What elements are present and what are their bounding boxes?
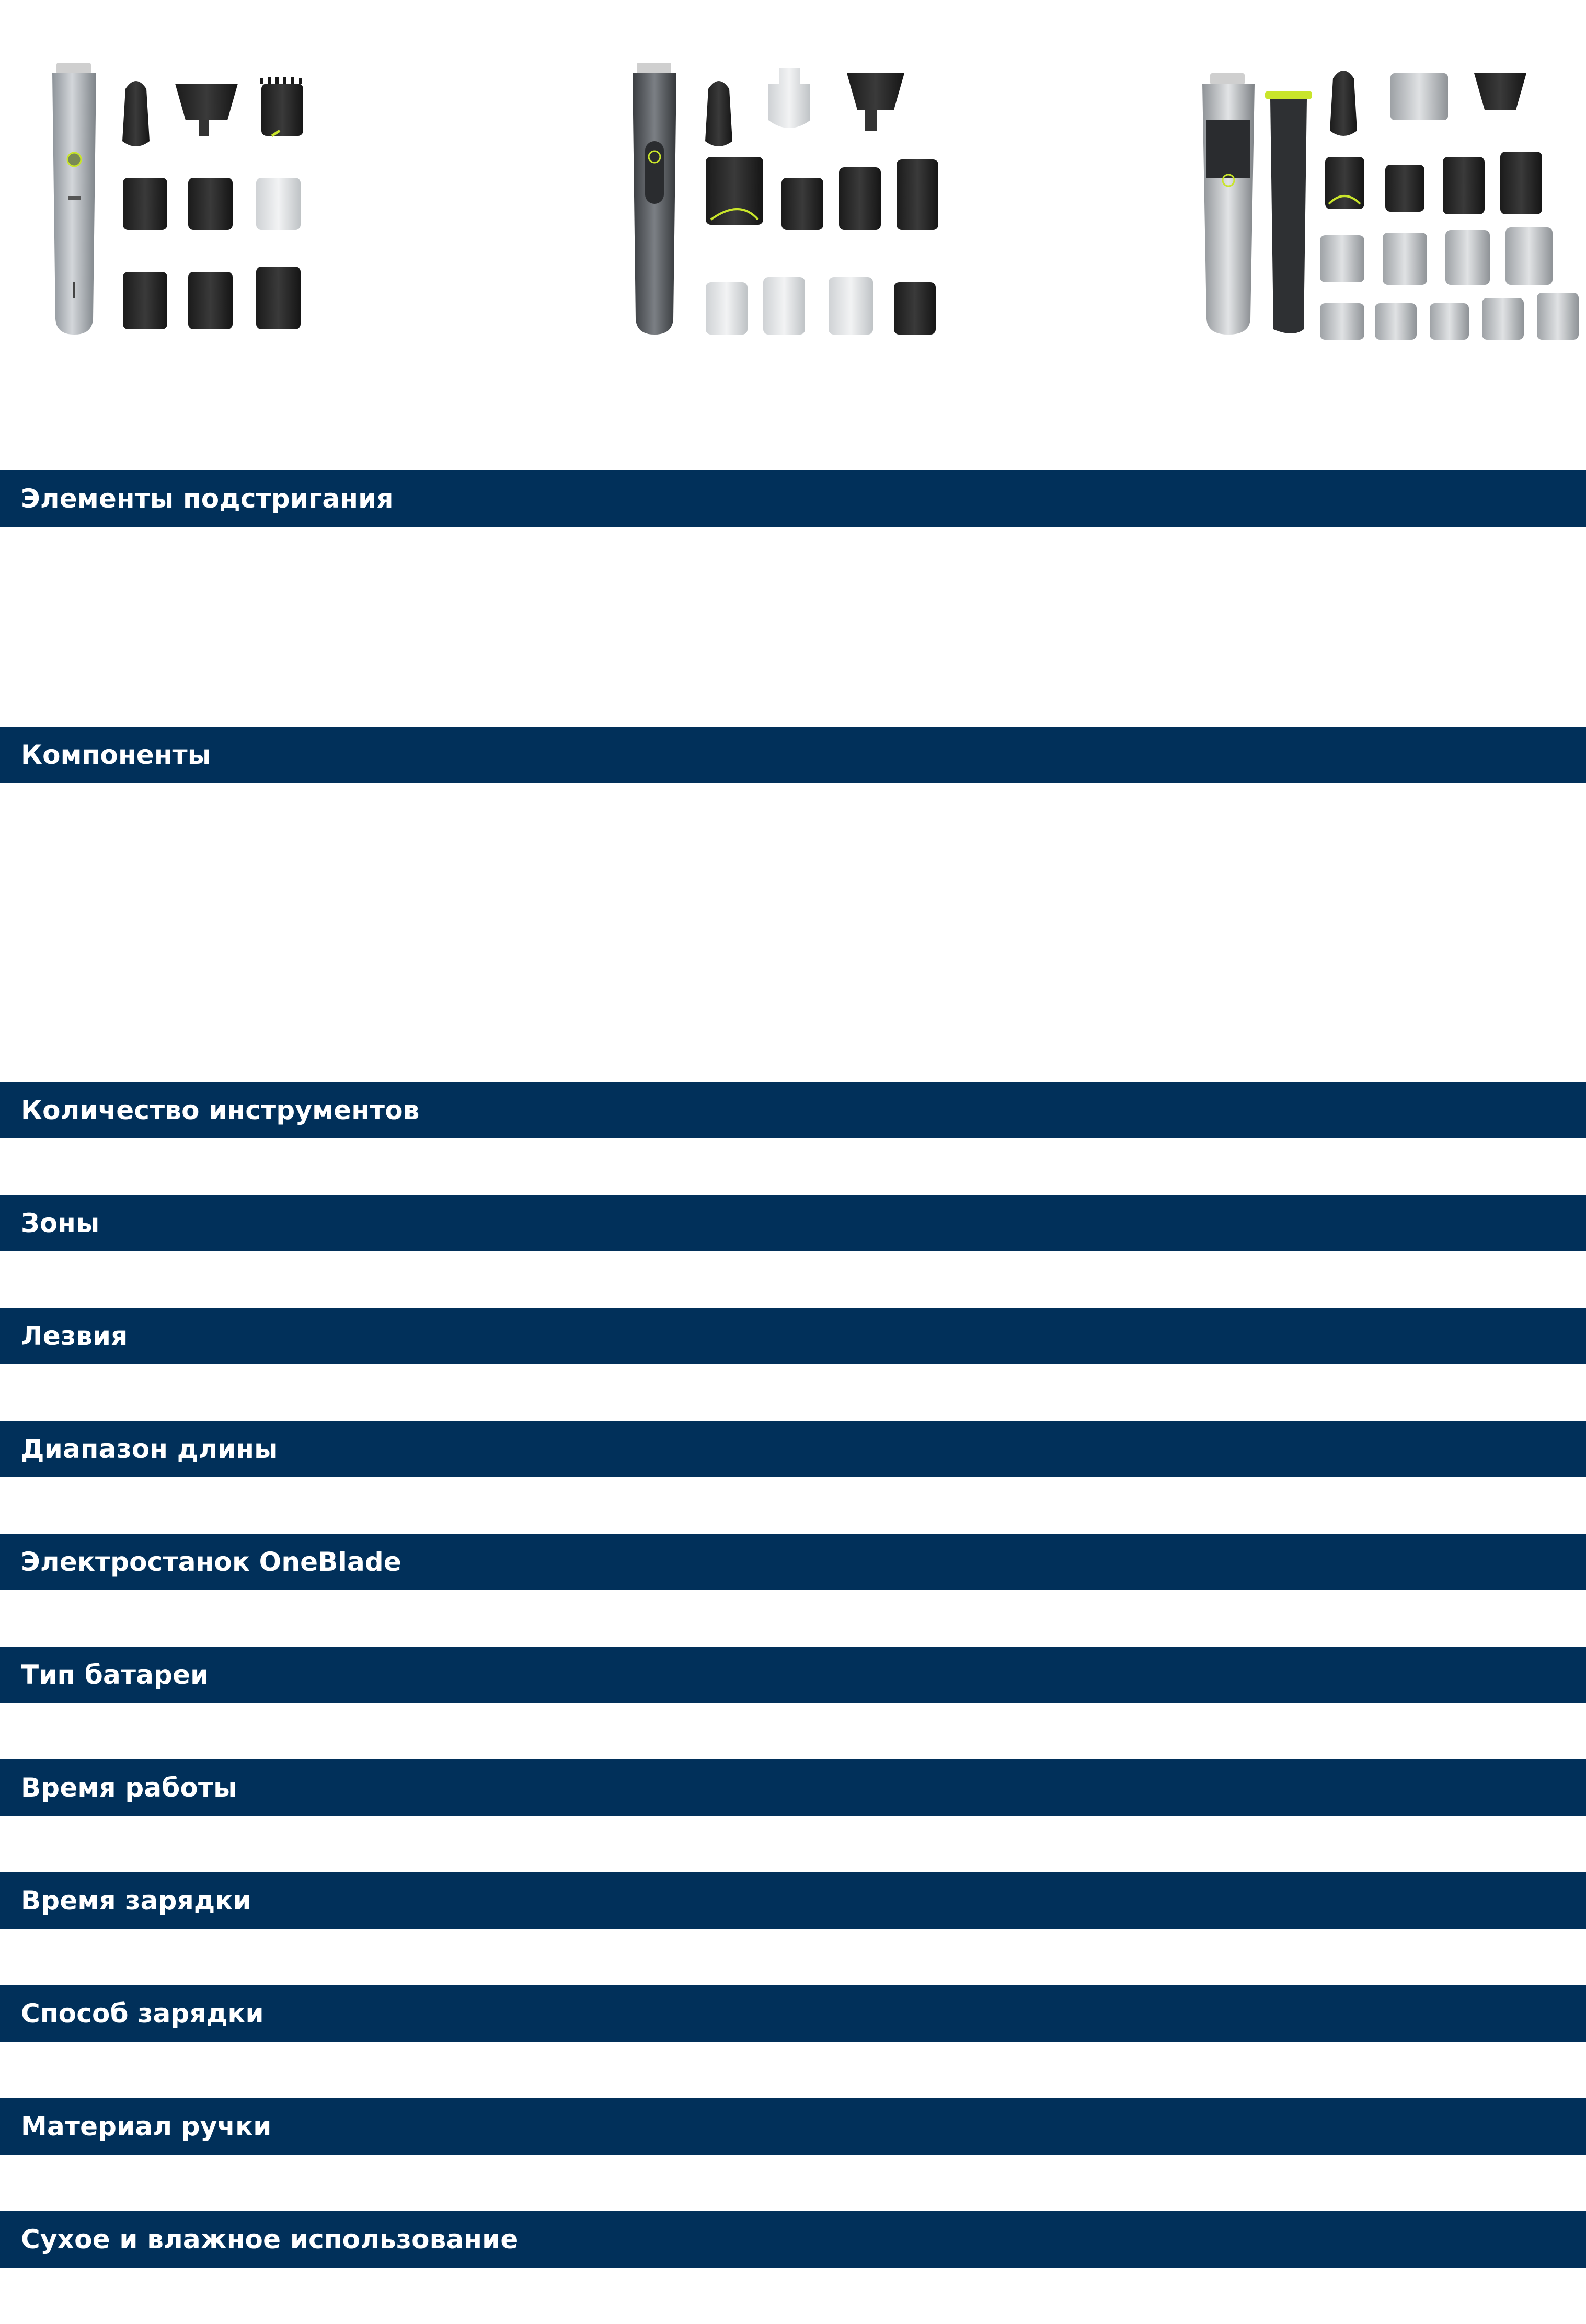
section-header-trimming-elements [0,470,1586,527]
section-header-blades [0,1308,1586,1364]
trimmer-kit-illustration-1 [42,52,335,345]
section-label: Время работы [21,1773,237,1803]
trimmer-kit-illustration-2 [622,52,967,345]
section-label: Количество инструментов [21,1095,420,1125]
section-header-oneblade [0,1534,1586,1590]
section-label: Диапазон длины [21,1434,278,1464]
section-label: Элементы подстригания [21,484,394,514]
section-header-length-range [0,1421,1586,1477]
section-header-components [0,727,1586,783]
section-label: Способ зарядки [21,1998,264,2029]
section-label: Тип батареи [21,1660,209,1690]
section-header-charging-time [0,1872,1586,1929]
section-header-tool-count [0,1082,1586,1138]
section-header-zones [0,1195,1586,1251]
trimmer-kit-illustration-3 [1192,52,1586,345]
section-label: Материал ручки [21,2111,272,2142]
product-image-2 [622,52,967,345]
product-image-1 [42,52,335,345]
section-label: Время зарядки [21,1885,251,1916]
section-header-wet-dry-use [0,2211,1586,2268]
section-header-charging-method [0,1985,1586,2042]
section-label: Зоны [21,1208,100,1238]
section-label: Электростанок OneBlade [21,1547,401,1577]
section-header-handle-material [0,2098,1586,2155]
section-label: Сухое и влажное использование [21,2224,519,2254]
section-header-run-time [0,1759,1586,1816]
section-label: Компоненты [21,740,212,770]
section-header-battery-type [0,1647,1586,1703]
section-label: Лезвия [21,1321,128,1351]
product-image-3 [1192,52,1586,345]
